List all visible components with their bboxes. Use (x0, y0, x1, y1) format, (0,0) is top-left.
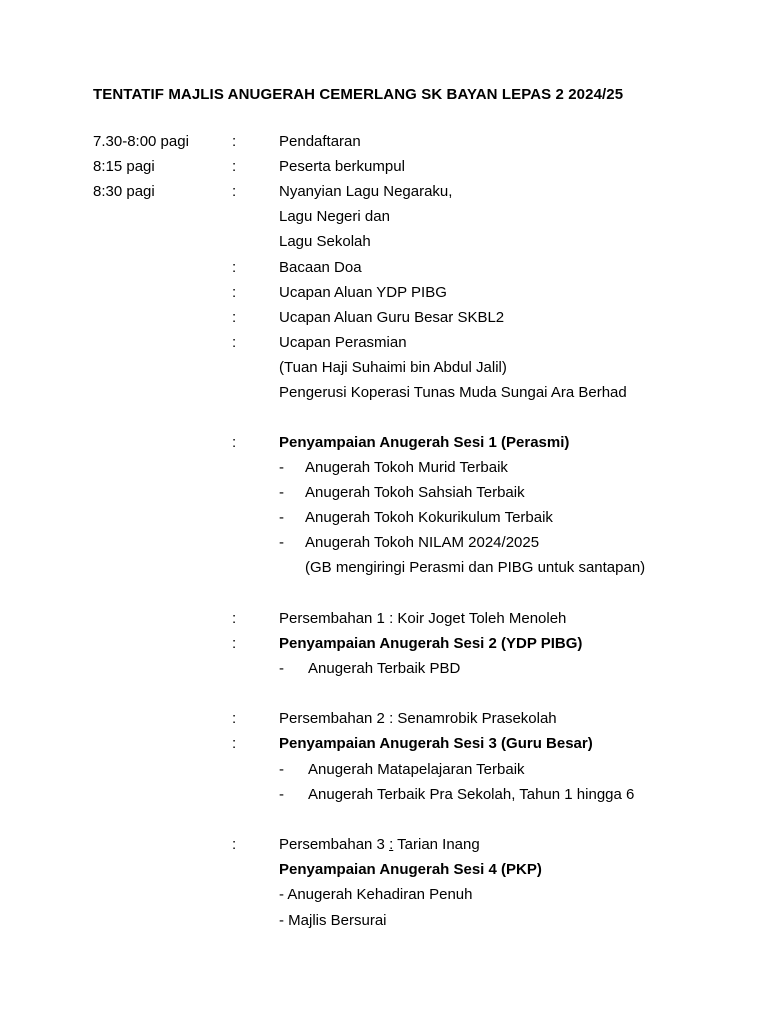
separator-colon: : (232, 434, 237, 451)
performance-suffix: Tarian Inang (393, 836, 480, 853)
separator-colon: : (232, 259, 237, 276)
bullet-dash: - (279, 660, 284, 677)
bullet-dash: - (279, 484, 284, 501)
performance-colon: : (389, 836, 394, 853)
bullet-dash: - (279, 459, 284, 476)
bullet-dash: - (279, 534, 284, 551)
schedule-item: Lagu Negeri dan (279, 208, 390, 225)
document-title: TENTATIF MAJLIS ANUGERAH CEMERLANG SK BAYAN LEPAS 2 2024/25 (93, 86, 624, 103)
award-item: Anugerah Tokoh NILAM 2024/2025 (305, 534, 540, 551)
separator-colon: : (232, 735, 237, 752)
schedule-item: Ucapan Perasmian (279, 334, 407, 351)
award-item: Anugerah Terbaik Pra Sekolah, Tahun 1 hingga 6 (308, 786, 635, 803)
award-item: Anugerah Tokoh Kokurikulum Terbaik (305, 509, 553, 526)
schedule-item: Bacaan Doa (279, 259, 362, 276)
schedule-time: 8:30 pagi (93, 183, 155, 200)
bullet-dash: - (279, 786, 284, 803)
separator-colon: : (232, 284, 237, 301)
separator-colon: : (232, 133, 237, 150)
bullet-dash: - (279, 509, 284, 526)
performance-item: Persembahan 1 : Koir Joget Toleh Menoleh (279, 610, 567, 627)
performance-item: Persembahan 2 : Senamrobik Prasekolah (279, 710, 557, 727)
separator-colon: : (232, 334, 237, 351)
schedule-time: 8:15 pagi (93, 158, 155, 175)
award-item: - Anugerah Kehadiran Penuh (279, 886, 473, 903)
award-item: Anugerah Terbaik PBD (308, 660, 461, 677)
separator-colon: : (232, 635, 237, 652)
separator-colon: : (232, 836, 237, 853)
separator-colon: : (232, 710, 237, 727)
session-heading: Penyampaian Anugerah Sesi 1 (Perasmi) (279, 434, 570, 451)
schedule-time: 7.30-8:00 pagi (93, 133, 189, 150)
separator-colon: : (232, 610, 237, 627)
schedule-item: Ucapan Aluan Guru Besar SKBL2 (279, 309, 505, 326)
schedule-item: Pendaftaran (279, 133, 361, 150)
separator-colon: : (232, 158, 237, 175)
closing-item: - Majlis Bersurai (279, 912, 387, 929)
schedule-item: Nyanyian Lagu Negaraku, (279, 183, 453, 200)
performance-prefix: Persembahan 3 (279, 836, 390, 853)
schedule-item: Ucapan Aluan YDP PIBG (279, 284, 447, 301)
perasmi-role: Pengerusi Koperasi Tunas Muda Sungai Ara Berhad (279, 384, 627, 401)
bullet-dash: - (279, 761, 284, 778)
schedule-item: Peserta berkumpul (279, 158, 405, 175)
session-heading: Penyampaian Anugerah Sesi 3 (Guru Besar) (279, 735, 593, 752)
performance-item (279, 835, 480, 855)
separator-colon: : (232, 183, 237, 200)
session-heading: Penyampaian Anugerah Sesi 2 (YDP PIBG) (279, 635, 583, 652)
separator-colon: : (232, 309, 237, 326)
perasmi-name: (Tuan Haji Suhaimi bin Abdul Jalil) (279, 359, 507, 376)
session-heading: Penyampaian Anugerah Sesi 4 (PKP) (279, 861, 542, 878)
schedule-item: Lagu Sekolah (279, 233, 371, 250)
award-item: Anugerah Tokoh Sahsiah Terbaik (305, 484, 525, 501)
award-item: Anugerah Tokoh Murid Terbaik (305, 459, 508, 476)
note-text: (GB mengiringi Perasmi dan PIBG untuk santapan) (305, 559, 646, 576)
award-item: Anugerah Matapelajaran Terbaik (308, 761, 525, 778)
